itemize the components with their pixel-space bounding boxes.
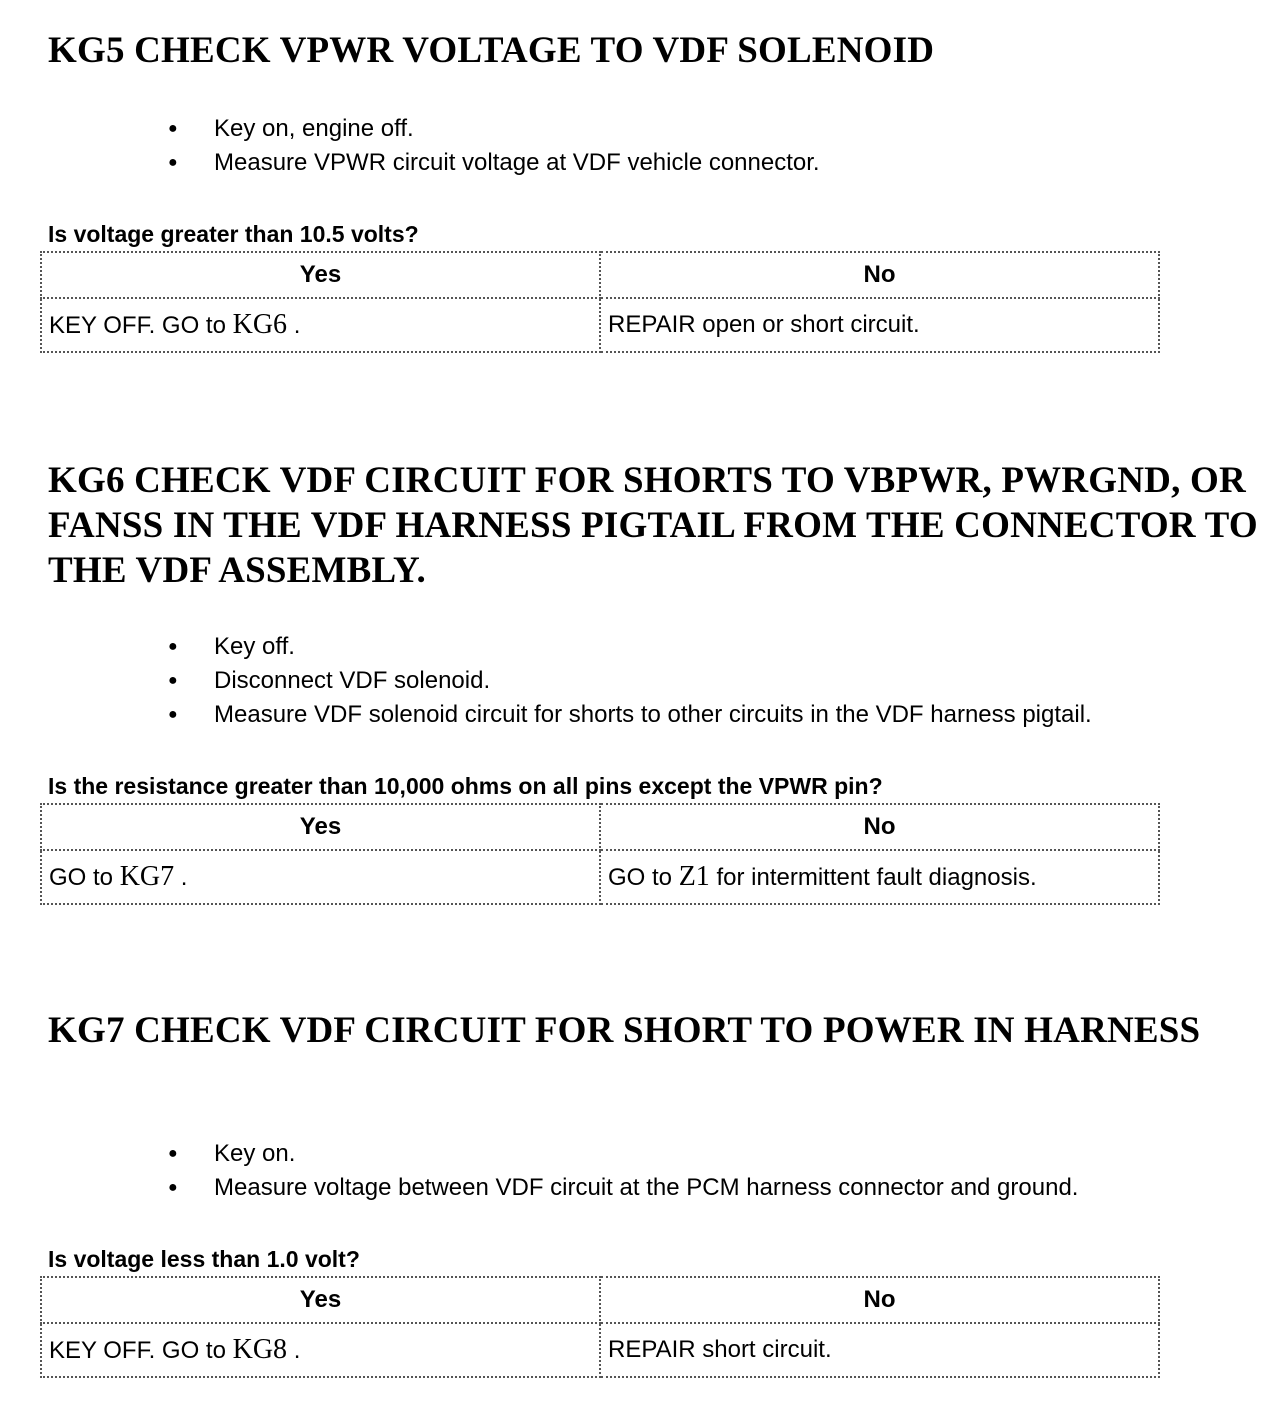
no-header: No xyxy=(600,804,1159,850)
step-list xyxy=(0,112,820,180)
step-reference-link[interactable]: KG6 xyxy=(232,309,288,340)
step-reference-link[interactable]: Z1 xyxy=(678,861,710,892)
question: Is voltage greater than 10.5 volts? xyxy=(48,221,419,247)
step-item: ● Key on. xyxy=(0,1137,1078,1171)
bullet-icon: ● xyxy=(168,672,178,689)
question: Is voltage less than 1.0 volt? xyxy=(48,1246,360,1272)
step-item: ● Key off. xyxy=(0,630,1092,664)
section-heading: KG6 CHECK VDF CIRCUIT FOR SHORTS TO VBPWR, PWRGND, OR FANSS IN THE VDF HARNESS PIGTAIL FROM THE CONNECTOR TO THE VDF ASSEMBLY. xyxy=(48,460,1258,591)
step-item: ● Measure VPWR circuit voltage at VDF vehicle connector. xyxy=(0,146,820,180)
no-header: No xyxy=(600,252,1159,298)
answer-table xyxy=(40,1276,1160,1378)
answer-table xyxy=(40,251,1160,353)
section-heading: KG5 CHECK VPWR VOLTAGE TO VDF SOLENOID xyxy=(48,30,935,71)
step-item: ● Measure voltage between VDF circuit at the PCM harness connector and ground. xyxy=(0,1171,1078,1205)
step-list xyxy=(0,630,1092,732)
yes-cell: KEY OFF. GO to KG6 . xyxy=(41,298,600,352)
step-reference-link[interactable]: KG7 xyxy=(119,861,175,892)
step-reference-link[interactable]: KG8 xyxy=(232,1334,288,1365)
step-item: ● Disconnect VDF solenoid. xyxy=(0,664,1092,698)
table-header-row xyxy=(41,804,1159,850)
answer-table xyxy=(40,803,1160,905)
table-row xyxy=(41,850,1159,904)
yes-header: Yes xyxy=(41,804,600,850)
step-item: ● Key on, engine off. xyxy=(0,112,820,146)
bullet-icon: ● xyxy=(168,120,178,137)
table-header-row xyxy=(41,1277,1159,1323)
bullet-icon: ● xyxy=(168,154,178,171)
step-list xyxy=(0,1137,1078,1205)
yes-header: Yes xyxy=(41,1277,600,1323)
bullet-icon: ● xyxy=(168,1145,178,1162)
question: Is the resistance greater than 10,000 ohms on all pins except the VPWR pin? xyxy=(48,773,883,799)
no-cell: GO to Z1 for intermittent fault diagnosis. xyxy=(600,850,1159,904)
bullet-icon: ● xyxy=(168,706,178,723)
yes-cell: KEY OFF. GO to KG8 . xyxy=(41,1323,600,1377)
table-row xyxy=(41,298,1159,352)
no-header: No xyxy=(600,1277,1159,1323)
table-row xyxy=(41,1323,1159,1377)
table-header-row xyxy=(41,252,1159,298)
section-heading: KG7 CHECK VDF CIRCUIT FOR SHORT TO POWER IN HARNESS xyxy=(48,1010,1201,1051)
bullet-icon: ● xyxy=(168,638,178,655)
bullet-icon: ● xyxy=(168,1179,178,1196)
yes-cell: GO to KG7 . xyxy=(41,850,600,904)
no-cell: REPAIR short circuit. xyxy=(600,1323,1159,1377)
no-cell: REPAIR open or short circuit. xyxy=(600,298,1159,352)
step-item: ● Measure VDF solenoid circuit for shorts to other circuits in the VDF harness pigtail. xyxy=(0,698,1092,732)
yes-header: Yes xyxy=(41,252,600,298)
